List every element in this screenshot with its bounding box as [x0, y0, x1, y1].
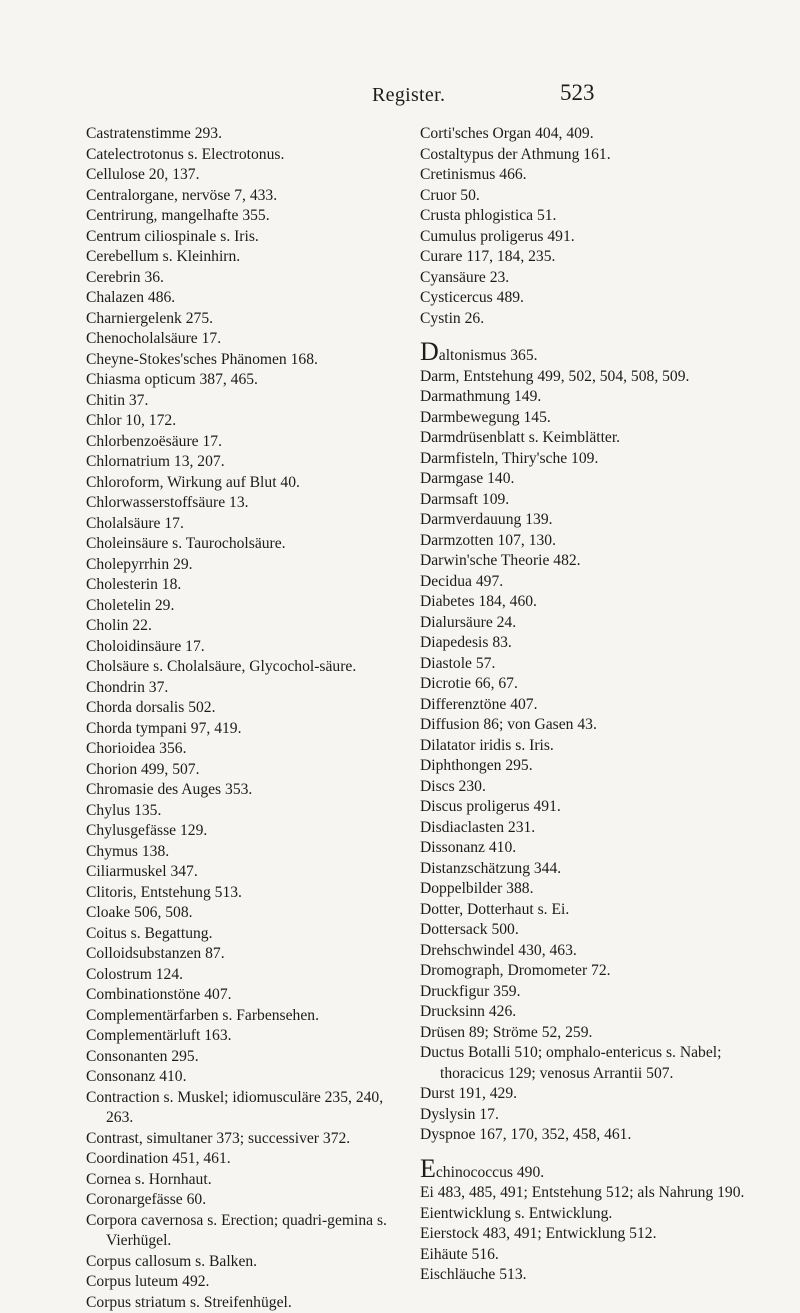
- index-entry: Cloake 506, 508.: [86, 903, 404, 924]
- index-entry: Chlor 10, 172.: [86, 411, 404, 432]
- index-entry: Crusta phlogistica 51.: [420, 206, 756, 227]
- index-entry: Diffusion 86; von Gasen 43.: [420, 715, 756, 736]
- page-header: [0, 80, 800, 110]
- index-entry: Centrum ciliospinale s. Iris.: [86, 227, 404, 248]
- index-entry: Darmfisteln, Thiry'sche 109.: [420, 449, 756, 470]
- index-entry: Diastole 57.: [420, 654, 756, 675]
- index-entry: Chorda dorsalis 502.: [86, 698, 404, 719]
- index-entry: Eihäute 516.: [420, 1245, 756, 1266]
- index-entry: Doppelbilder 388.: [420, 879, 756, 900]
- index-entry: Centralorgane, nervöse 7, 433.: [86, 186, 404, 207]
- index-entry: Colostrum 124.: [86, 965, 404, 986]
- index-entry: Darmathmung 149.: [420, 387, 756, 408]
- index-entry: Corpus striatum s. Streifenhügel.: [86, 1293, 404, 1313]
- index-entry: Chiasma opticum 387, 465.: [86, 370, 404, 391]
- index-entry: Cornea s. Hornhaut.: [86, 1170, 404, 1191]
- index-entry: Corti'sches Organ 404, 409.: [420, 124, 756, 145]
- index-entry: Darwin'sche Theorie 482.: [420, 551, 756, 572]
- index-entry: Dromograph, Dromometer 72.: [420, 961, 756, 982]
- index-entry: Chorioidea 356.: [86, 739, 404, 760]
- index-entry: Chlornatrium 13, 207.: [86, 452, 404, 473]
- index-entry: Chitin 37.: [86, 391, 404, 412]
- index-entry: Castratenstimme 293.: [86, 124, 404, 145]
- index-entry: Dyspnoe 167, 170, 352, 458, 461.: [420, 1125, 756, 1146]
- index-entry: Darmverdauung 139.: [420, 510, 756, 531]
- index-entry: Choleinsäure s. Taurocholsäure.: [86, 534, 404, 555]
- index-entry: Disdiaclasten 231.: [420, 818, 756, 839]
- index-entry: Darm, Entstehung 499, 502, 504, 508, 509.: [420, 367, 756, 388]
- index-entry: Dicrotie 66, 67.: [420, 674, 756, 695]
- index-entry: Cellulose 20, 137.: [86, 165, 404, 186]
- index-entry: Cumulus proligerus 491.: [420, 227, 756, 248]
- index-entry: Ciliarmuskel 347.: [86, 862, 404, 883]
- index-entry: Colloidsubstanzen 87.: [86, 944, 404, 965]
- index-entry: Complementärfarben s. Farbensehen.: [86, 1006, 404, 1027]
- index-entry: Chorion 499, 507.: [86, 760, 404, 781]
- index-entry: Choletelin 29.: [86, 596, 404, 617]
- index-entry: Dissonanz 410.: [420, 838, 756, 859]
- index-entry: Eischläuche 513.: [420, 1265, 756, 1286]
- index-entry: Choloidinsäure 17.: [86, 637, 404, 658]
- index-entry: Darmbewegung 145.: [420, 408, 756, 429]
- index-entry: Coordination 451, 461.: [86, 1149, 404, 1170]
- index-entry: Catelectrotonus s. Electrotonus.: [86, 145, 404, 166]
- index-entry: Costaltypus der Athmung 161.: [420, 145, 756, 166]
- index-entry: Chalazen 486.: [86, 288, 404, 309]
- index-entry: Clitoris, Entstehung 513.: [86, 883, 404, 904]
- index-entry: Chlorbenzoësäure 17.: [86, 432, 404, 453]
- index-entry: Cholesterin 18.: [86, 575, 404, 596]
- index-entry: Dottersack 500.: [420, 920, 756, 941]
- index-entry: Cyansäure 23.: [420, 268, 756, 289]
- index-entry: Ei 483, 485, 491; Entstehung 512; als Nahrung 190.: [420, 1183, 756, 1204]
- index-entry: Corpus luteum 492.: [86, 1272, 404, 1293]
- page-number: 523: [560, 80, 595, 106]
- index-entry: Dilatator iridis s. Iris.: [420, 736, 756, 757]
- index-entry: Cretinismus 466.: [420, 165, 756, 186]
- index-entry: Differenztöne 407.: [420, 695, 756, 716]
- index-entry: Chymus 138.: [86, 842, 404, 863]
- index-entry: Eientwicklung s. Entwicklung.: [420, 1204, 756, 1225]
- running-title: Register.: [372, 84, 445, 107]
- index-entry: Coronargefässe 60.: [86, 1190, 404, 1211]
- index-entry: Chromasie des Auges 353.: [86, 780, 404, 801]
- index-entry: Charniergelenk 275.: [86, 309, 404, 330]
- index-entry: Drehschwindel 430, 463.: [420, 941, 756, 962]
- index-entry: Cysticercus 489.: [420, 288, 756, 309]
- index-entry: Dotter, Dotterhaut s. Ei.: [420, 900, 756, 921]
- index-entry: Consonanz 410.: [86, 1067, 404, 1088]
- index-entry: Contraction s. Muskel; idiomusculäre 235, 240, 263.: [86, 1088, 404, 1129]
- index-entry: Chlorwasserstoffsäure 13.: [86, 493, 404, 514]
- index-entry: Echinococcus 490.: [420, 1160, 756, 1184]
- index-entry: Cholin 22.: [86, 616, 404, 637]
- index-entry: Cerebrin 36.: [86, 268, 404, 289]
- index-entry: Dialursäure 24.: [420, 613, 756, 634]
- index-entry: Cystin 26.: [420, 309, 756, 330]
- index-entry: Cholsäure s. Cholalsäure, Glycochol-säure.: [86, 657, 404, 678]
- index-entry: Diabetes 184, 460.: [420, 592, 756, 613]
- index-entry: Darmgase 140.: [420, 469, 756, 490]
- index-entry: Darmsaft 109.: [420, 490, 756, 511]
- index-entry: Corpora cavernosa s. Erection; quadri-gemina s. Vierhügel.: [86, 1211, 404, 1252]
- index-entry: Chenocholalsäure 17.: [86, 329, 404, 350]
- index-entry: Chorda tympani 97, 419.: [86, 719, 404, 740]
- index-entry: Contrast, simultaner 373; successiver 372.: [86, 1129, 404, 1150]
- index-column-right: [420, 124, 756, 1286]
- index-entry: Darmdrüsenblatt s. Keimblätter.: [420, 428, 756, 449]
- index-entry: Darmzotten 107, 130.: [420, 531, 756, 552]
- index-entry: Corpus callosum s. Balken.: [86, 1252, 404, 1273]
- index-entry: Distanzschätzung 344.: [420, 859, 756, 880]
- index-entry: Centrirung, mangelhafte 355.: [86, 206, 404, 227]
- index-entry: Chloroform, Wirkung auf Blut 40.: [86, 473, 404, 494]
- index-entry: Consonanten 295.: [86, 1047, 404, 1068]
- index-entry: Chylusgefässe 129.: [86, 821, 404, 842]
- index-entry: Complementärluft 163.: [86, 1026, 404, 1047]
- index-entry: Cruor 50.: [420, 186, 756, 207]
- index-entry: Chylus 135.: [86, 801, 404, 822]
- index-entry: Eierstock 483, 491; Entwicklung 512.: [420, 1224, 756, 1245]
- index-entry: Cholalsäure 17.: [86, 514, 404, 535]
- index-entry: Drüsen 89; Ströme 52, 259.: [420, 1023, 756, 1044]
- index-entry: Dyslysin 17.: [420, 1105, 756, 1126]
- index-entry: Cholepyrrhin 29.: [86, 555, 404, 576]
- index-entry: Diapedesis 83.: [420, 633, 756, 654]
- index-entry: Daltonismus 365.: [420, 343, 756, 367]
- index-entry: Druckfigur 359.: [420, 982, 756, 1003]
- index-entry: Diphthongen 295.: [420, 756, 756, 777]
- index-entry: Drucksinn 426.: [420, 1002, 756, 1023]
- index-entry: Combinationstöne 407.: [86, 985, 404, 1006]
- index-entry: Chondrin 37.: [86, 678, 404, 699]
- index-entry: Curare 117, 184, 235.: [420, 247, 756, 268]
- index-column-left: [86, 124, 404, 1313]
- index-entry: Decidua 497.: [420, 572, 756, 593]
- index-entry: Cheyne-Stokes'sches Phänomen 168.: [86, 350, 404, 371]
- index-entry: Discs 230.: [420, 777, 756, 798]
- index-entry: Cerebellum s. Kleinhirn.: [86, 247, 404, 268]
- index-entry: Discus proligerus 491.: [420, 797, 756, 818]
- index-entry: Coitus s. Begattung.: [86, 924, 404, 945]
- index-entry: Ductus Botalli 510; omphalo-entericus s. Nabel; thoracicus 129; venosus Arrantii 507.: [420, 1043, 756, 1084]
- index-entry: Durst 191, 429.: [420, 1084, 756, 1105]
